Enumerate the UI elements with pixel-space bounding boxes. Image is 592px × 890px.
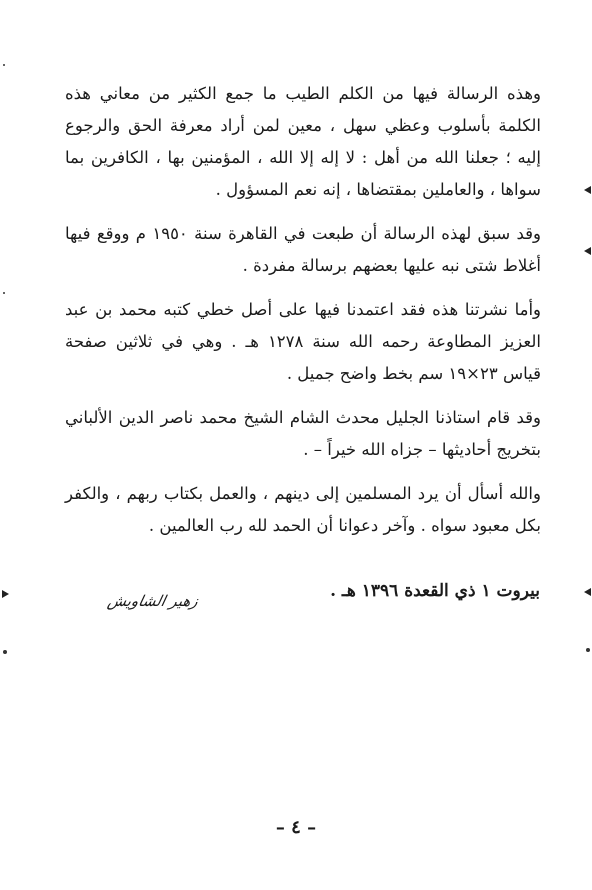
paragraph-hadith-verification: وقد قام استاذنا الجليل محدث الشام الشيخ محمد ناصر الدين الألباني بتخريج أحاديثها – جزاه الله خيراً – .: [65, 408, 541, 459]
paragraph-manuscript-source: وأما نشرتنا هذه فقد اعتمدنا فيها على أصل خطي كتبه محمد بن عبد العزيز المطاوعة رحمه الله سنة ١٢٧٨ هـ . وهي في ثلاثين صفحة قياس ٢٣×١٩ سم بخط واضح جميل .: [65, 300, 541, 383]
paragraph-previous-edition: وقد سبق لهذه الرسالة أن طبعت في القاهرة سنة ١٩٥٠ م ووقع فيها أغلاط شتى نبه عليها بعضهم برسالة مفردة .: [65, 224, 541, 275]
margin-mark: [3, 650, 7, 654]
margin-mark: [584, 186, 591, 194]
paragraph-intro: وهذه الرسالة فيها من الكلم الطيب ما جمع الكثير من معاني هذه الكلمة بأسلوب وعظي سهل ، معين لمن أراد معرفة الحق والرجوع إليه ؛ جعلنا الله من أهل : لا إله إلا الله ، المؤمنين بها ، الكافرين بما سواها ، والعاملين بمقتضاها ، إنه نعم المسؤول .: [65, 84, 541, 199]
date-place-line: بيروت ١ ذي القعدة ١٣٩٦ هـ .: [330, 581, 540, 601]
body-text: [65, 78, 541, 554]
margin-mark: [584, 247, 591, 255]
author-signature: زهير الشاويش: [106, 592, 200, 610]
margin-mark: [3, 292, 5, 294]
margin-mark: [584, 588, 591, 596]
margin-mark: [3, 64, 5, 66]
paragraph-closing-prayer: والله أسأل أن يرد المسلمين إلى دينهم ، والعمل بكتاب ربهم ، والكفر بكل معبود سواه . وآخر دعوانا أن الحمد لله رب العالمين .: [65, 484, 541, 535]
signature-block: [100, 578, 540, 618]
margin-mark: [586, 648, 590, 652]
page-number: – ٤ –: [275, 817, 317, 838]
margin-mark: [2, 590, 9, 598]
